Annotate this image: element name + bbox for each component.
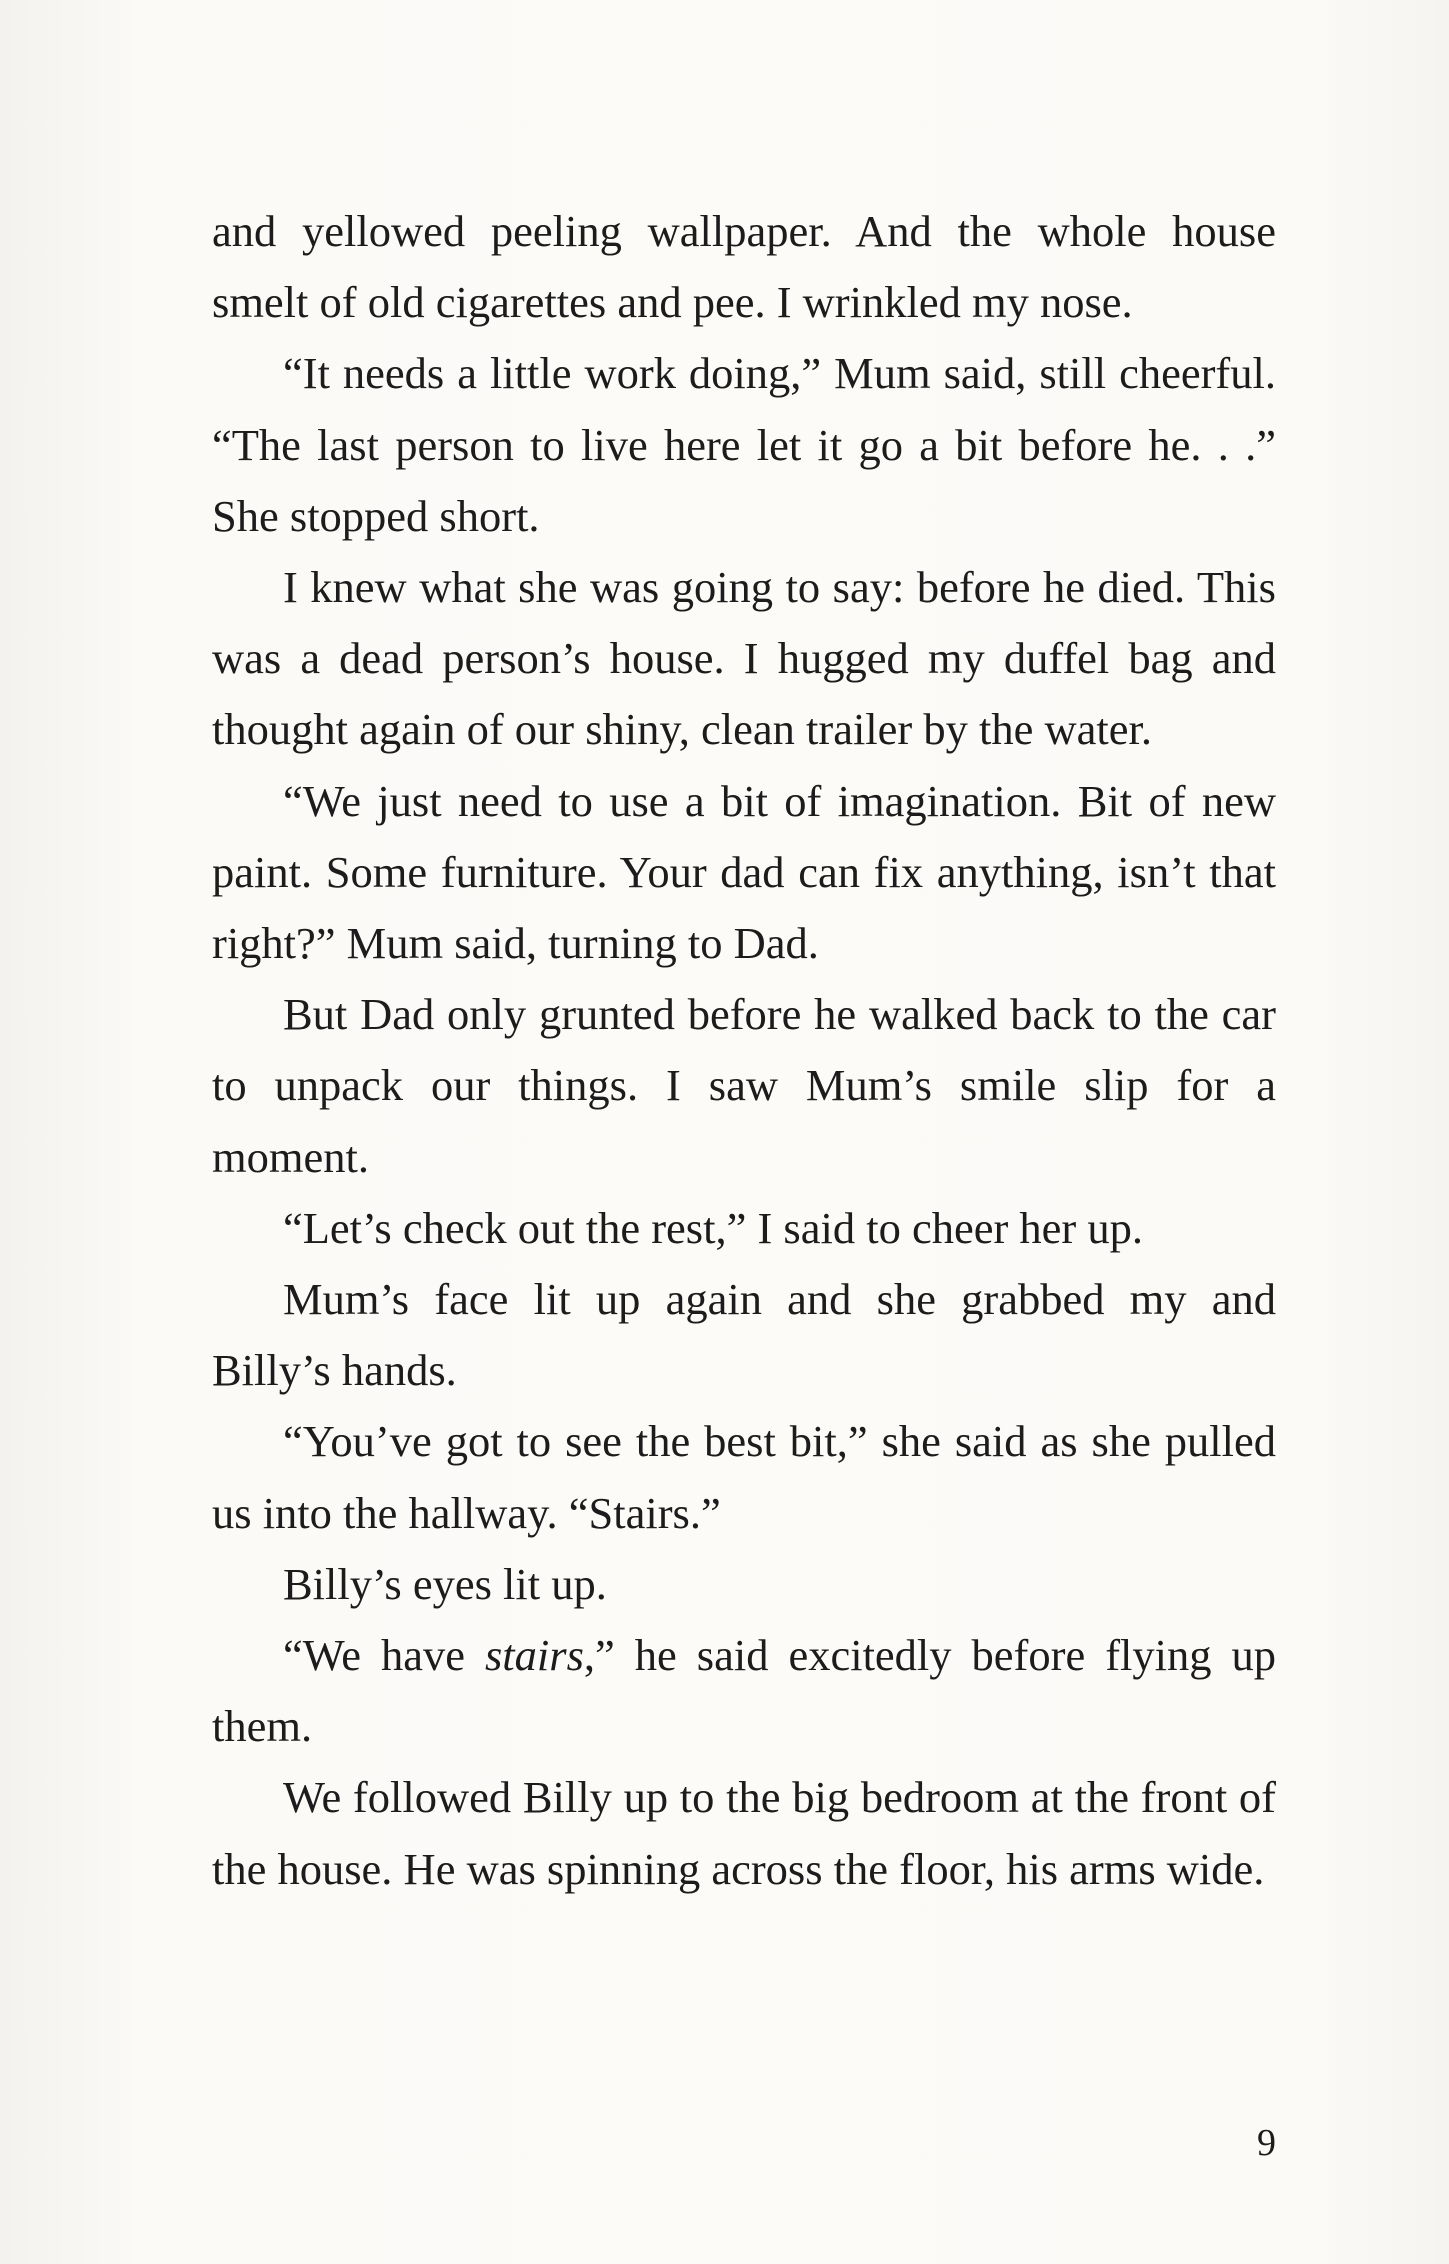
body-text	[212, 196, 1276, 1905]
paragraph: Billy’s eyes lit up.	[283, 1558, 607, 1609]
paragraph: and yellowed peeling wallpaper. And the whole house smelt of old cigarettes and pee. I wrinkled my nose.	[212, 206, 1276, 328]
italic-emphasis: stairs	[484, 1630, 584, 1681]
paragraph: Mum’s face lit up again and she grabbed my and Billy’s hands.	[212, 1274, 1276, 1396]
paragraph: “You’ve got to see the best bit,” she said as she pulled us into the hallway. “Stairs.”	[212, 1416, 1276, 1538]
paragraph: But Dad only grunted before he walked back to the car to unpack our things. I saw Mum’s smile slip for a moment.	[212, 989, 1276, 1182]
paragraph: We followed Billy up to the big bedroom at the front of the house. He was spinning across the floor, his arms wide.	[212, 1772, 1276, 1894]
paragraph: I knew what she was going to say: before he died. This was a dead person’s house. I hugged my duffel bag and thought again of our shiny, clean trailer by the water.	[212, 562, 1276, 755]
paragraph: “We just need to use a bit of imagination. Bit of new paint. Some furniture. Your dad can fix anything, isn’t that right?” Mum said, turning to Dad.	[212, 775, 1276, 969]
page-number: 9	[1257, 2122, 1276, 2164]
paragraph: “It needs a little work doing,” Mum said, still cheerful. “The last person to live here let it go a bit before he. . .” She stopped short.	[212, 348, 1276, 541]
paragraph: “We have stairs,” he said excitedly before flying up them.	[212, 1630, 1276, 1752]
paragraph: “Let’s check out the rest,” I said to cheer her up.	[283, 1202, 1143, 1253]
